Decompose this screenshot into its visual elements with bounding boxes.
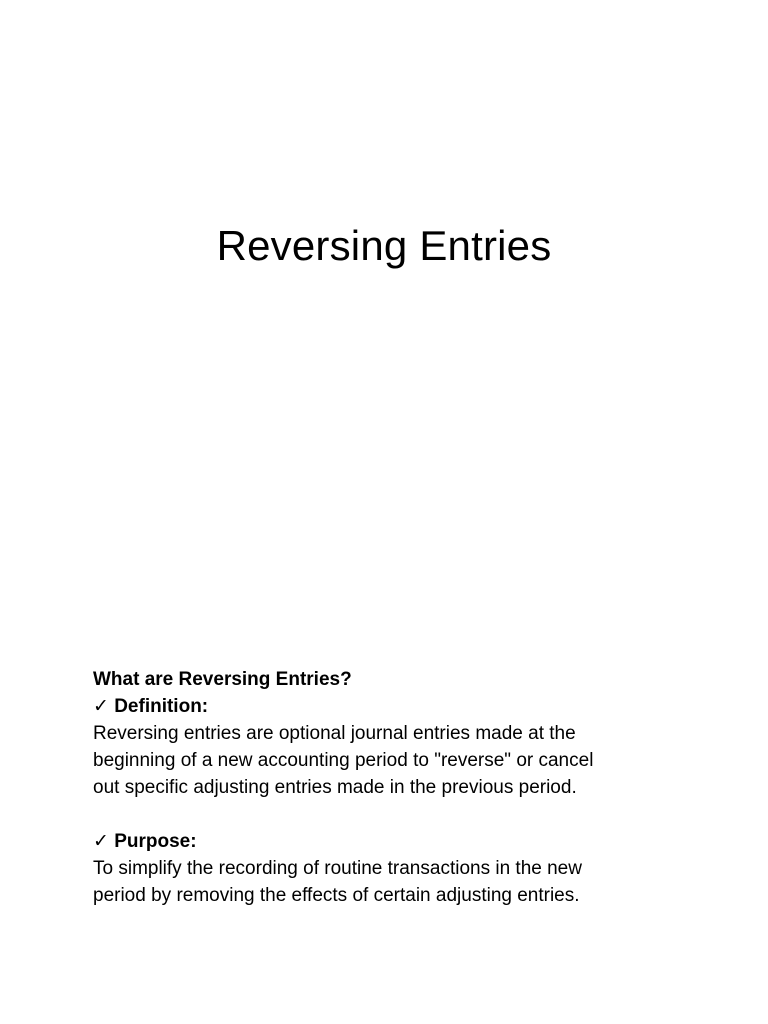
page-title: Reversing Entries	[216, 222, 552, 269]
purpose-text-line-1: To simplify the recording of routine transactions in the new	[93, 858, 582, 879]
paragraph-spacer	[93, 801, 693, 828]
definition-text-line-2: beginning of a new accounting period to "reverse" or cancel	[93, 750, 594, 771]
purpose-text-line-2: period by removing the effects of certain adjusting entries.	[93, 885, 580, 906]
definition-text-line-1: Reversing entries are optional journal entries made at the	[93, 723, 576, 744]
section-heading: What are Reversing Entries?	[93, 669, 352, 690]
purpose-label-line	[93, 828, 693, 855]
definition-label-line	[93, 693, 693, 720]
definition-label: Definition:	[114, 696, 209, 717]
definition-text-line-3: out specific adjusting entries made in the previous period.	[93, 777, 577, 798]
checkmark-icon: ✓	[93, 831, 109, 852]
purpose-label: Purpose:	[114, 831, 197, 852]
body-content	[93, 666, 693, 909]
checkmark-icon: ✓	[93, 696, 109, 717]
